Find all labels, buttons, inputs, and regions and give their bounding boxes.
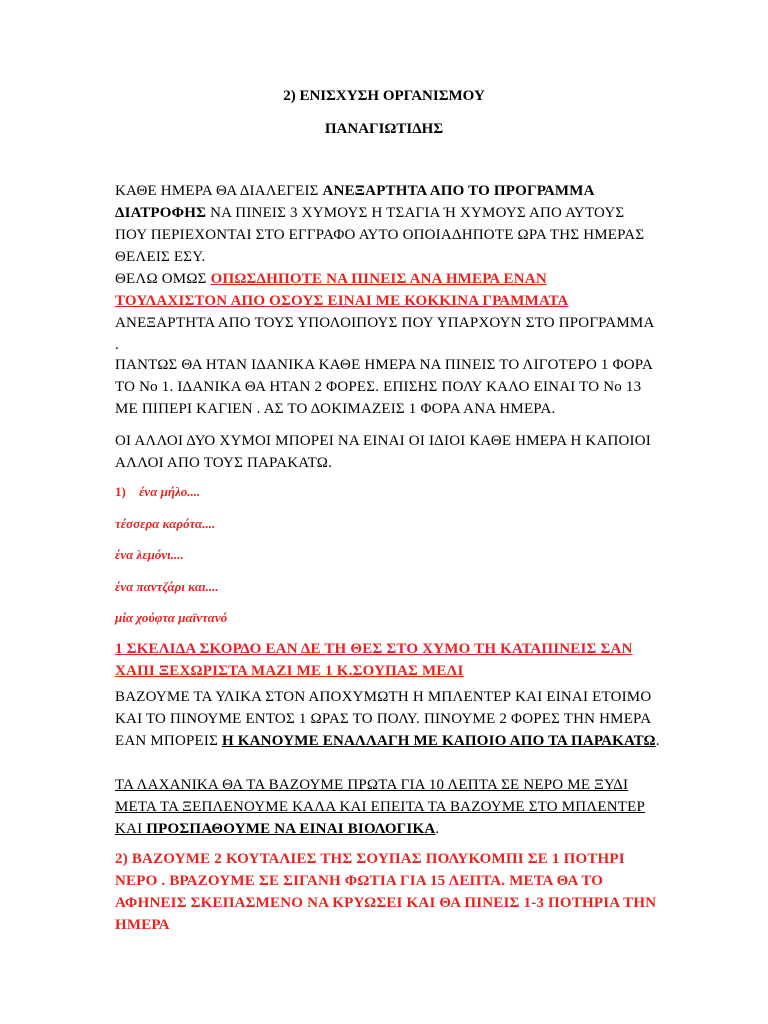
ingredient-item: ένα λεμόνι....: [115, 547, 184, 562]
ingredient-item: μία χούφτα μαϊντανό: [115, 610, 228, 625]
paragraph-intro: [115, 180, 660, 268]
paragraph-preparation-text-c: .: [655, 733, 660, 749]
paragraph-vegetables-text-a: ΤΑ ΛΑΧΑΝΙΚΑ ΘΑ ΤΑ ΒΑΖΟΥΜΕ ΠΡΩΤΑ ΓΙΑ 10 ΛΕΠΤΑ ΣΕ ΝΕΡΟ ΜΕ ΞΥΔΙ ΜΕΤΑ ΤΑ ΞΕΠΛΕΝΟΥΜΕ ΚΑΛΑ ΚΑΙ ΕΠΕΙΤΑ ΤΑ ΒΑΖΟΥΜΕ ΣΤΟ ΜΠΛΕΝΤΕΡ ΚΑΙ: [115, 777, 646, 837]
paragraph-preparation: [115, 686, 660, 752]
ingredient-item: ένα παντζάρι και....: [115, 579, 219, 594]
paragraph-intro-text-c: ΝΑ ΠΙΝΕΙΣ 3 ΧΥΜΟΥΣ Η ΤΣΑΓΙΑ Ή ΧΥΜΟΥΣ ΑΠΟ ΑΥΤΟΥΣ ΠΟΥ ΠΕΡΙΕΧΟΝΤΑΙ ΣΤΟ ΕΓΓΡΑΦΟ ΑΥΤΟ ΟΠΟΙΑΔΗΠΟΤΕ ΩΡΑ ΤΗΣ ΗΜΕΡΑΣ ΘΕΛΕΙΣ ΕΣΥ.: [115, 205, 645, 265]
paragraph-vegetables-text-c: .: [435, 821, 440, 837]
paragraph-ideal: ΠΑΝΤΩΣ ΘΑ ΗΤΑΝ ΙΔΑΝΙΚΑ ΚΑΘΕ ΗΜΕΡΑ ΝΑ ΠΙΝΕΙΣ ΤΟ ΛΙΓΟΤΕΡΟ 1 ΦΟΡΑ ΤΟ Νο 1. ΙΔΑΝΙΚΑ ΘΑ ΗΤΑΝ 2 ΦΟΡΕΣ. ΕΠΙΣΗΣ ΠΟΛΥ ΚΑΛΟ ΕΙΝΑΙ ΤΟ Νο 13 ΜΕ ΠΙΠΕΡΙ ΚΑΓΙΕΝ . ΑΣ ΤΟ ΔΟΚΙΜΑΖΕΙΣ 1 ΦΟΡΑ ΑΝΑ ΗΜΕΡΑ.: [115, 357, 653, 417]
garlic-note: 1 ΣΚΕΛΙΔΑ ΣΚΟΡΔΟ ΕΑΝ ΔΕ ΤΗ ΘΕΣ ΣΤΟ ΧΥΜΟ ΤΗ ΚΑΤΑΠΙΝΕΙΣ ΣΑΝ ΧΑΠΙ ΞΕΧΩΡΙΣΤΑ ΜΑΖΙ ΜΕ 1 Κ.ΣΟΥΠΑΣ ΜΕΛΙ: [115, 641, 633, 679]
ingredient-item: [115, 484, 200, 500]
paragraph-vegetables-bold: ΠΡΟΣΠΑΘΟΥΜΕ ΝΑ ΕΙΝΑΙ ΒΙΟΛΟΓΙΚΑ: [146, 821, 436, 837]
paragraph-requirement-text-a: ΘΕΛΩ ΟΜΩΣ: [115, 271, 211, 287]
ingredient-list-number: 1): [115, 484, 126, 499]
paragraph-requirement-text-c: ΑΝΕΞΑΡΤΗΤΑ ΑΠΟ ΤΟΥΣ ΥΠΟΛΟΙΠΟΥΣ ΠΟΥ ΥΠΑΡΧΟΥΝ ΣΤΟ ΠΡΟΓΡΑΜΜΑ .: [115, 315, 654, 353]
paragraph-intro-bold: ΑΝΕΞΑΡΤΗΤΑ ΑΠΟ ΤΟ ΠΡΟΓΡΑΜΜΑ ΔΙΑΤΡΟΦΗΣ: [115, 183, 594, 221]
paragraph-preparation-bold: Η ΚΑΝΟΥΜΕ ΕΝΑΛΛΑΓΗ ΜΕ ΚΑΠΟΙΟ ΑΠΟ ΤΑ ΠΑΡΑΚΑΤΩ: [221, 733, 656, 749]
paragraph-requirement-red: ΟΠΩΣΔΗΠΟΤΕ ΝΑ ΠΙΝΕΙΣ ΑΝΑ ΗΜΕΡΑ ΕΝΑΝ ΤΟΥΛΑΧΙΣΤΟΝ ΑΠΟ ΟΣΟΥΣ ΕΙΝΑΙ ΜΕ ΚΟΚΚΙΝΑ ΓΡΑΜΜΑΤΑ: [115, 271, 569, 309]
paragraph-preparation-text-a: ΒΑΖΟΥΜΕ ΤΑ ΥΛΙΚΑ ΣΤΟΝ ΑΠΟΧΥΜΩΤΗ Η ΜΠΛΕΝΤΕΡ ΚΑΙ ΕΙΝΑΙ ΕΤΟΙΜΟ ΚΑΙ ΤΟ ΠΙΝΟΥΜΕ ΕΝΤΟΣ 1 ΩΡΑΣ ΤΟ ΠΟΛΥ. ΠΙΝΟΥΜΕ 2 ΦΟΡΕΣ ΤΗΝ ΗΜΕΡΑ ΕΑΝ ΜΠΟΡΕΙΣ: [115, 689, 652, 749]
paragraph-requirement: [115, 268, 660, 356]
paragraph-intro-text-a: ΚΑΘΕ ΗΜΕΡΑ ΘΑ ΔΙΑΛΕΓΕΙΣ: [115, 183, 323, 199]
document-author: ΠΑΝΑΓΙΩΤΙΔΗΣ: [324, 121, 444, 137]
ingredient-text: ένα μήλο....: [139, 484, 201, 499]
step-two-instructions: 2) ΒΑΖΟΥΜΕ 2 ΚΟΥΤΑΛΙΕΣ ΤΗΣ ΣΟΥΠΑΣ ΠΟΛΥΚΟΜΠΙ ΣΕ 1 ΠΟΤΗΡΙ ΝΕΡΟ . ΒΡΑΖΟΥΜΕ ΣΕ ΣΙΓΑΝΗ ΦΩΤΙΑ ΓΙΑ 15 ΛΕΠΤΑ. ΜΕΤΑ ΘΑ ΤΟ ΑΦΗΝΕΙΣ ΣΚΕΠΑΣΜΕΝΟ ΝΑ ΚΡΥΩΣΕΙ ΚΑΙ ΘΑ ΠΙΝΕΙΣ 1-3 ΠΟΤΗΡΙΑ ΤΗΝ ΗΜΕΡΑ: [115, 851, 657, 933]
ingredient-item: τέσσερα καρότα....: [115, 516, 216, 531]
paragraph-others: ΟΙ ΑΛΛΟΙ ΔΥΟ ΧΥΜΟΙ ΜΠΟΡΕΙ ΝΑ ΕΙΝΑΙ ΟΙ ΙΔΙΟΙ ΚΑΘΕ ΗΜΕΡΑ Η ΚΑΠΟΙΟΙ ΑΛΛΟΙ ΑΠΟ ΤΟΥΣ ΠΑΡΑΚΑΤΩ.: [115, 433, 651, 471]
document-title: 2) ΕΝΙΣΧΥΣΗ ΟΡΓΑΝΙΣΜΟΥ: [283, 88, 485, 104]
paragraph-vegetables: [115, 774, 660, 840]
